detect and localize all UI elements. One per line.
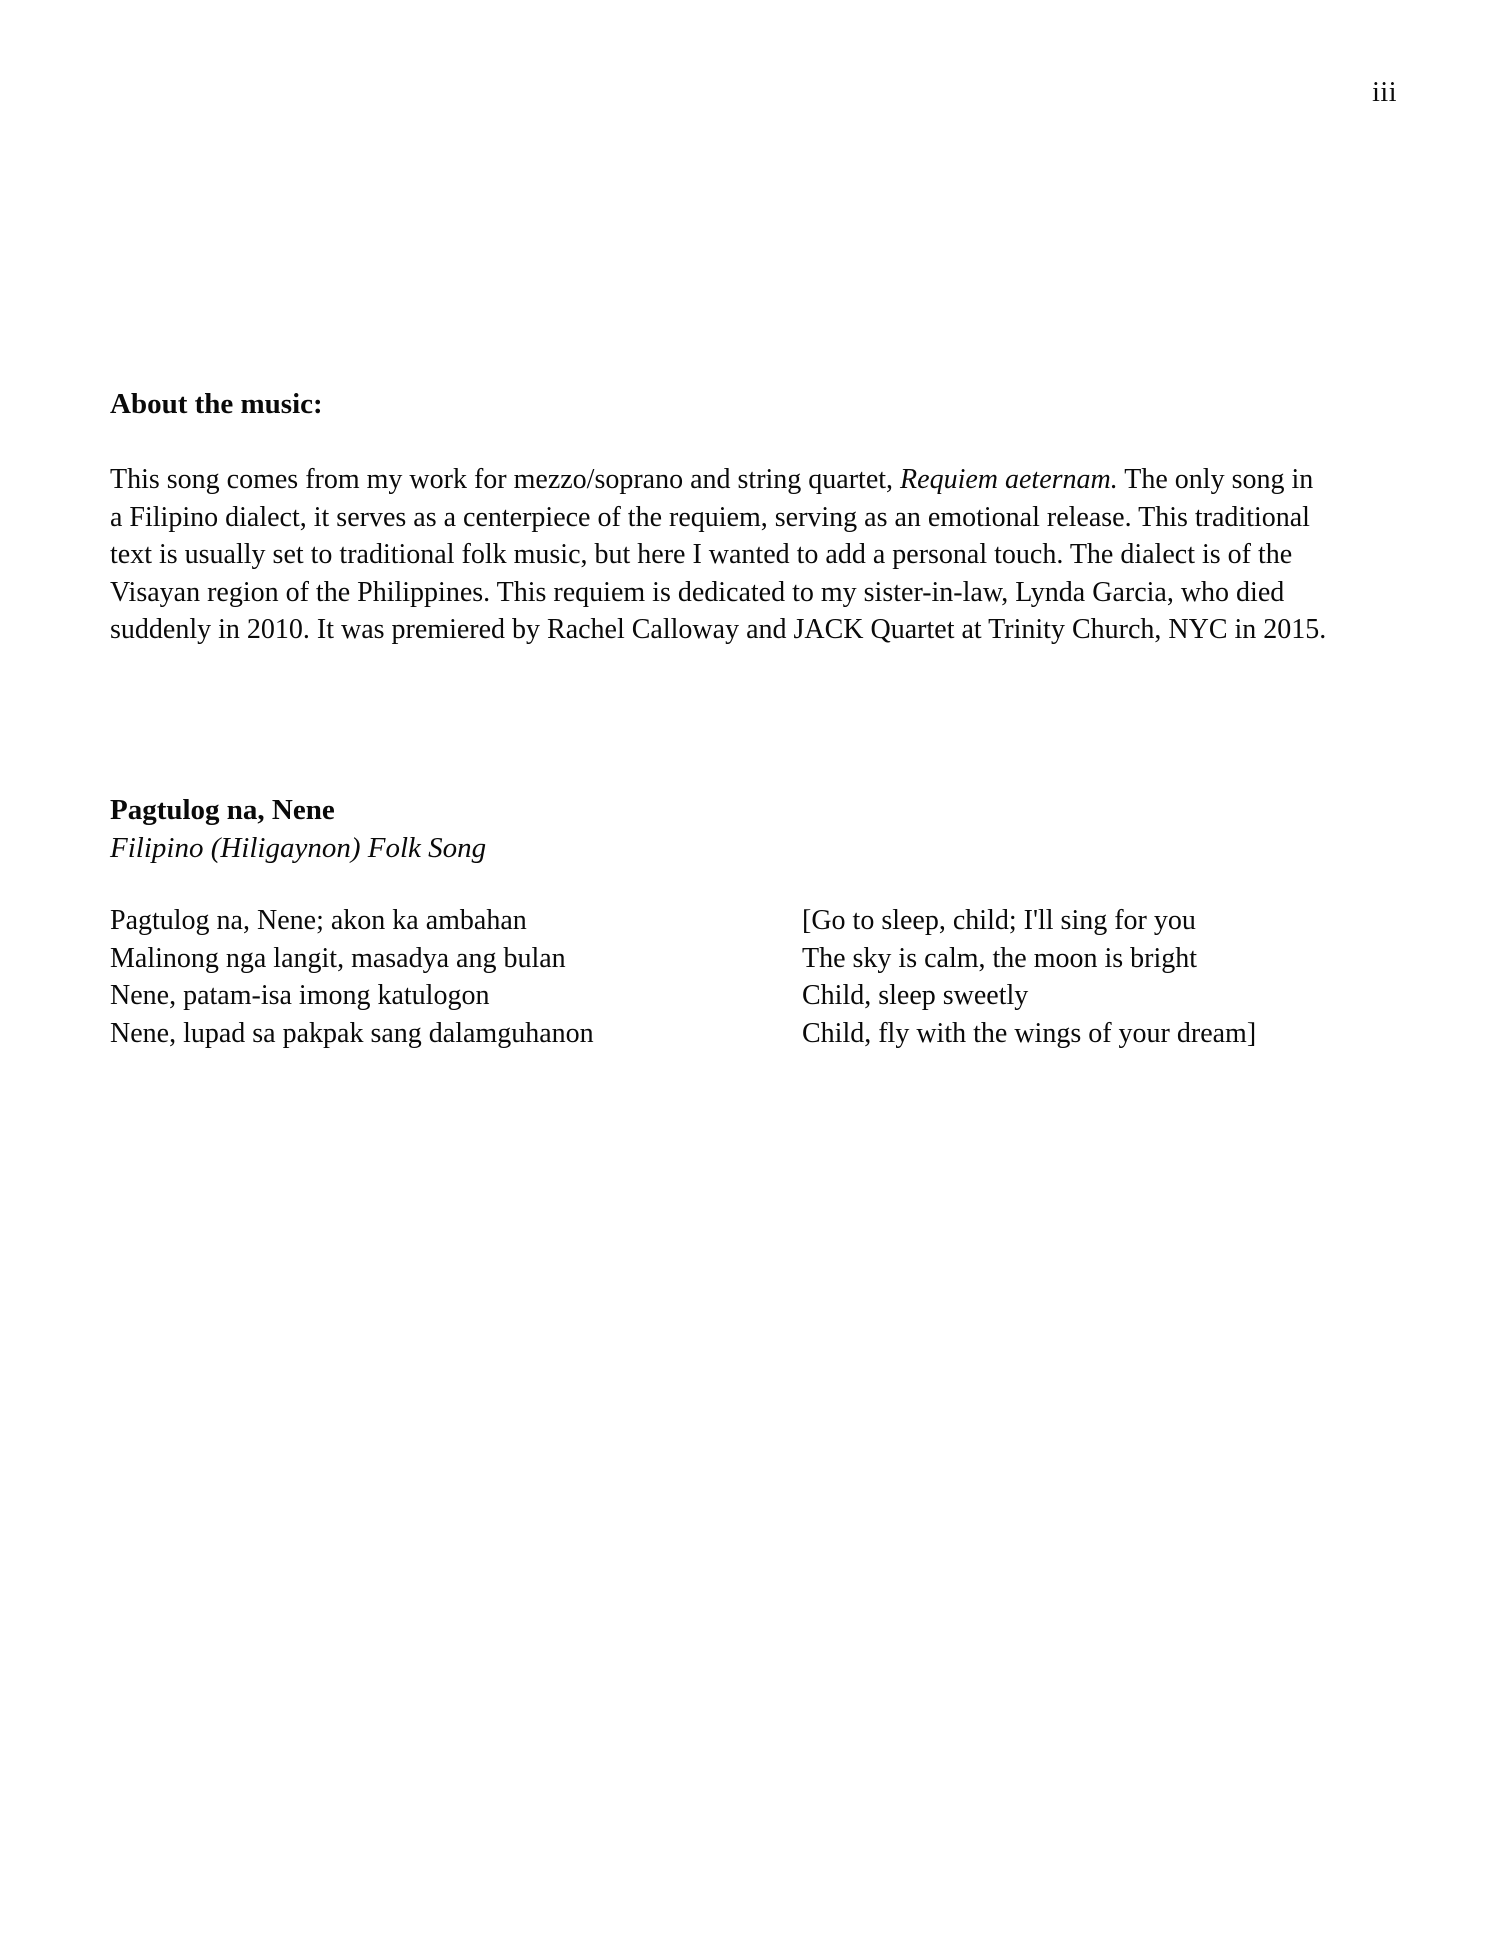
page-number: iii [1372, 77, 1397, 108]
paragraph-line-1-italic-title: Requiem aeternam. [900, 464, 1118, 495]
paragraph-line-1-post: The only song in [1117, 464, 1314, 495]
lyric-line-translation-1: [Go to sleep, child; I'll sing for you [802, 905, 1196, 936]
paragraph-line-1-pre: This song comes from my work for mezzo/soprano and string quartet, [110, 464, 901, 495]
lyrics-translation-column [802, 902, 1256, 1052]
lyric-line-original-4: Nene, lupad sa pakpak sang dalamguhanon [110, 1017, 594, 1049]
lyric-line-original-3: Nene, patam-isa imong katulogon [110, 980, 490, 1012]
about-heading: About the music: [110, 388, 323, 420]
lyric-line-original-1: Pagtulog na, Nene; akon ka ambahan [110, 905, 527, 936]
paragraph-line-2: a Filipino dialect, it serves as a centerpiece of the requiem, serving as an emotional release. This traditional [110, 501, 1310, 533]
lyric-line-translation-2: The sky is calm, the moon is bright [802, 942, 1198, 974]
song-subtitle: Filipino (Hiligaynon) Folk Song [110, 832, 487, 864]
song-title: Pagtulog na, Nene [110, 794, 335, 826]
paragraph-line-1 [110, 461, 1326, 499]
lyrics-original-column [110, 902, 594, 1052]
lyric-line-translation-3: Child, sleep sweetly [802, 980, 1029, 1012]
about-paragraph [110, 461, 1326, 649]
lyric-line-original-2: Malinong nga langit, masadya ang bulan [110, 942, 566, 974]
paragraph-line-5: suddenly in 2010. It was premiered by Rachel Calloway and JACK Quartet at Trinity Church, NYC in 2015. [110, 614, 1327, 645]
paragraph-line-4: Visayan region of the Philippines. This requiem is dedicated to my sister-in-law, Lynda Garcia, who died [110, 576, 1285, 608]
lyric-line-translation-4: Child, fly with the wings of your dream] [802, 1017, 1257, 1049]
paragraph-line-3: text is usually set to traditional folk music, but here I wanted to add a personal touch. The dialect is of the [110, 539, 1293, 570]
